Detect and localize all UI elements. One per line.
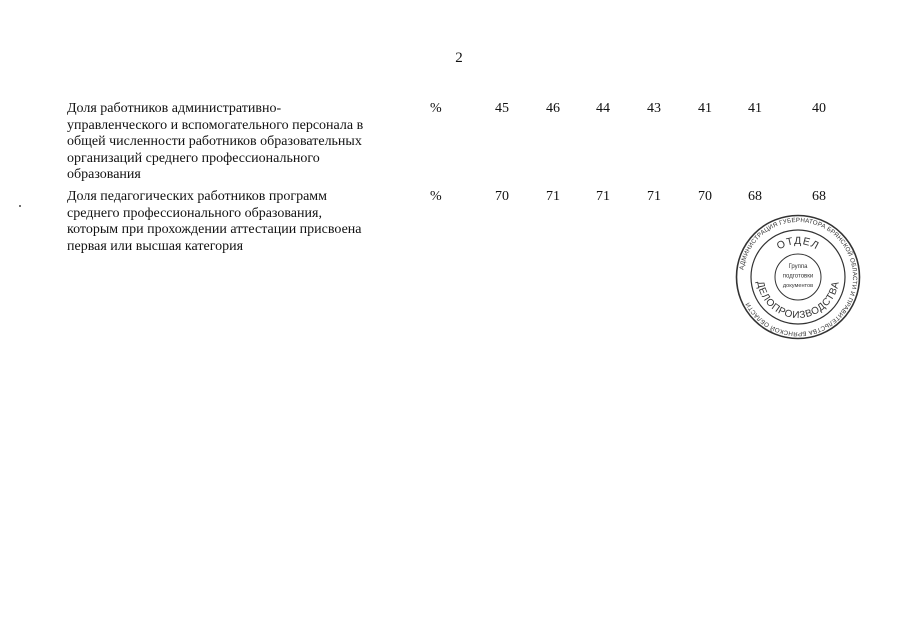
indicator-line: среднего профессионального образования, <box>67 205 322 221</box>
value-cell: 41 <box>698 101 712 116</box>
value-cell: 68 <box>748 189 762 204</box>
unit-cell: % <box>430 189 442 204</box>
stamp-center-line: документов <box>782 283 814 289</box>
value-cell: 70 <box>495 189 509 204</box>
stamp-center-line: Группа <box>788 264 808 270</box>
indicator-line: управленческого и вспомогательного персонала в <box>67 117 364 133</box>
value-cell: 43 <box>647 101 661 116</box>
value-cell: 46 <box>546 101 560 116</box>
value-cell: 41 <box>748 101 762 116</box>
indicator-line: образования <box>67 167 141 182</box>
unit-cell: % <box>430 101 442 116</box>
office-stamp <box>735 214 861 340</box>
indicator-line: Доля педагогических работников программ <box>67 189 328 204</box>
indicator-line: организаций среднего профессионального <box>67 150 320 166</box>
indicator-label <box>67 101 407 184</box>
indicator-line: первая или высшая категория <box>67 238 244 254</box>
value-cell: 70 <box>698 189 712 204</box>
indicator-line: Доля работников административно- <box>67 101 282 116</box>
value-cell: 71 <box>546 189 560 204</box>
scan-speck <box>19 205 21 207</box>
stamp-bottom-text: ДЕЛОПРОИЗВОДСТВА <box>754 280 842 322</box>
page-number: 2 <box>455 50 463 66</box>
value-cell: 44 <box>596 101 610 116</box>
value-cell: 71 <box>596 189 610 204</box>
indicator-line: которым при прохождении аттестации присвоена <box>67 222 362 237</box>
value-cell: 71 <box>647 189 661 204</box>
value-cell: 45 <box>495 101 509 116</box>
stamp-center-line: подготовки <box>782 273 814 280</box>
indicator-label <box>67 189 407 255</box>
value-cell: 68 <box>812 189 826 204</box>
stamp-top-text: ОТДЕЛ <box>774 234 822 253</box>
value-cell: 40 <box>812 101 826 116</box>
stamp-outer-text: АДМИНИСТРАЦИЯ ГУБЕРНАТОРА БРЯНСКОЙ ОБЛАСТИ И ПРАВИТЕЛЬСТВА БРЯНСКОЙ ОБЛАСТИ <box>738 216 859 338</box>
indicator-line: общей численности работников образовательных <box>67 134 362 149</box>
